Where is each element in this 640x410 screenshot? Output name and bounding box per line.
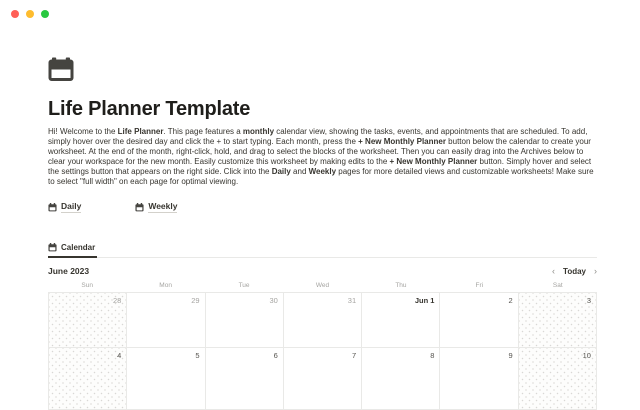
calendar-day-cell[interactable] bbox=[440, 293, 518, 348]
description-text: Daily bbox=[271, 167, 291, 176]
close-window-button[interactable] bbox=[11, 10, 19, 18]
page-calendar-icon[interactable] bbox=[48, 57, 74, 83]
page-link-daily[interactable] bbox=[48, 201, 81, 213]
calendar-day-cell[interactable] bbox=[206, 293, 284, 348]
description-text: button. Simply hover and select the settings button that appears on the right side. Click into the bbox=[48, 157, 592, 176]
day-number: 3 bbox=[586, 296, 591, 305]
weekday-label: Wed bbox=[315, 282, 330, 289]
description-text: Life Planner bbox=[117, 127, 164, 136]
today-button[interactable]: Today bbox=[563, 266, 586, 276]
description-text: Weekly bbox=[308, 167, 337, 176]
description-text: + New Monthly Planner bbox=[358, 137, 446, 146]
description-text: pages for more detailed views and customizable worksheets! Make sure to select "full width" on each page for optimal viewing. bbox=[48, 167, 594, 186]
calendar-day-cell[interactable] bbox=[362, 348, 440, 410]
calendar-day-cell[interactable] bbox=[284, 348, 362, 410]
day-number: 29 bbox=[191, 296, 200, 305]
day-number: 8 bbox=[430, 351, 435, 360]
weekday-label: Tue bbox=[238, 282, 250, 289]
calendar-day-cell[interactable] bbox=[49, 348, 127, 410]
calendar-day-cell[interactable] bbox=[49, 293, 127, 348]
weekday-label: Sat bbox=[552, 282, 563, 289]
page-description bbox=[48, 127, 597, 187]
day-number: 10 bbox=[582, 351, 591, 360]
subpage-links bbox=[48, 201, 597, 213]
calendar-icon bbox=[135, 203, 144, 212]
day-number: 31 bbox=[347, 296, 357, 305]
description-text: . This page features a bbox=[163, 127, 243, 136]
tab-calendar[interactable] bbox=[48, 243, 97, 258]
view-tabs bbox=[48, 239, 597, 258]
day-number: 28 bbox=[112, 296, 122, 305]
description-text: button below the calendar to create your worksheet. At the end of the month, right-click, hold, and drag to select the blocks of the worksheet. Then you can easily drag into the Archives below to clear your workspace for the new month. Easily customize this worksheet by making edits to the bbox=[48, 137, 591, 166]
day-number: Jun 1 bbox=[414, 296, 435, 305]
calendar-day-cell[interactable] bbox=[127, 348, 205, 410]
month-label: June 2023 bbox=[48, 266, 90, 276]
day-number: 5 bbox=[195, 351, 200, 360]
calendar-day-cell[interactable] bbox=[362, 293, 440, 348]
description-text: + New Monthly Planner bbox=[389, 157, 478, 166]
calendar-day-cell[interactable] bbox=[127, 293, 205, 348]
calendar-day-cell[interactable] bbox=[440, 348, 518, 410]
description-text: calendar view, showing the tasks, events, and appointments that are scheduled. To add, simply hover over the desired day and click the + to start typing. Each month, press the bbox=[48, 127, 588, 146]
calendar-day-cell[interactable] bbox=[519, 293, 597, 348]
tab-calendar-icon-slot bbox=[48, 243, 57, 252]
page-link-label: Weekly bbox=[148, 201, 178, 211]
weekday-label: Thu bbox=[395, 282, 407, 289]
next-month-button[interactable]: › bbox=[594, 266, 597, 276]
day-number: 30 bbox=[269, 296, 278, 305]
prev-month-button[interactable]: ‹ bbox=[552, 266, 556, 276]
calendar-grid bbox=[48, 292, 597, 410]
calendar-day-cell[interactable] bbox=[206, 348, 284, 410]
page-title: Life Planner Template bbox=[48, 98, 251, 120]
day-number: 6 bbox=[273, 351, 278, 360]
day-number: 4 bbox=[117, 351, 122, 360]
page-link-label: Daily bbox=[61, 201, 82, 211]
description-text: Hi! Welcome to the bbox=[48, 127, 118, 136]
page-link-weekly[interactable] bbox=[135, 201, 177, 213]
day-number: 2 bbox=[508, 296, 513, 305]
calendar-day-cell[interactable] bbox=[519, 348, 597, 410]
page-content bbox=[48, 0, 597, 410]
window-controls bbox=[11, 10, 49, 18]
calendar-toolbar bbox=[48, 266, 597, 276]
tab-calendar-label: Calendar bbox=[61, 243, 96, 252]
calendar-icon bbox=[48, 203, 57, 212]
calendar-day-cell[interactable] bbox=[284, 293, 362, 348]
day-number: 9 bbox=[508, 351, 513, 360]
weekday-header-row bbox=[48, 280, 597, 292]
weekday-label: Sun bbox=[81, 282, 93, 289]
day-number: 7 bbox=[351, 351, 357, 360]
description-text: and bbox=[290, 167, 309, 176]
weekday-label: Mon bbox=[159, 282, 172, 289]
description-text: monthly bbox=[242, 127, 275, 136]
calendar-nav bbox=[552, 267, 597, 276]
minimize-window-button[interactable] bbox=[26, 10, 34, 18]
weekday-label: Fri bbox=[475, 282, 484, 289]
calendar-icon bbox=[48, 243, 57, 252]
